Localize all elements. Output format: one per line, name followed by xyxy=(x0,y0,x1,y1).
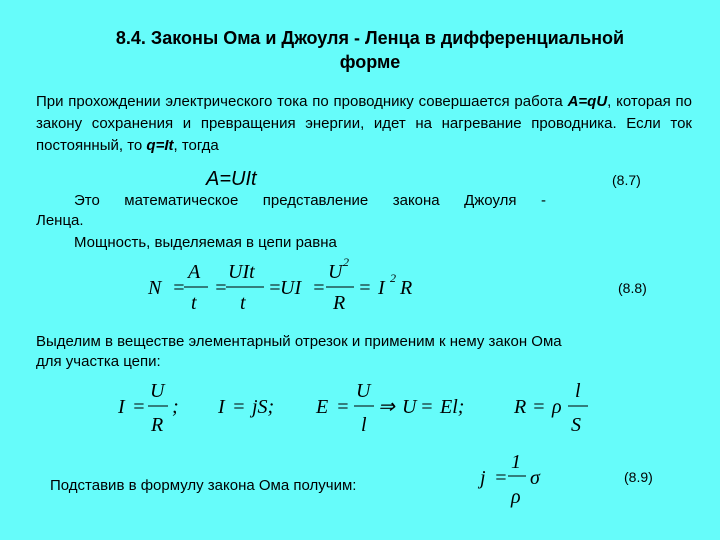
equals-sign: = xyxy=(214,277,228,299)
equals-sign: = xyxy=(268,277,282,299)
ohm-fraction-denominator: R xyxy=(151,414,164,436)
equation-number-8-9: (8.9) xyxy=(624,469,653,485)
power-symbol: N xyxy=(148,277,162,299)
fraction-3-exponent: 2 xyxy=(343,255,349,269)
fraction-3-denominator: R xyxy=(333,292,346,314)
intro-text-part2: , которая по закону сохранения и превращения энергии, идет на нагревание проводника. Если ток постоянный, то xyxy=(36,93,693,154)
fraction-1-denominator: t xyxy=(191,292,197,314)
conductivity-symbol: σ xyxy=(530,467,540,489)
charge-formula: q=It xyxy=(146,137,174,154)
ohm-intro-line1: Выделим в веществе элементарный отрезок и применим к нему закон Ома xyxy=(36,333,562,350)
intro-text-part1: При прохождении электрического тока по проводнику совершается работа xyxy=(36,93,568,110)
fraction-2-numerator: UIt xyxy=(228,261,255,283)
power-ui: UI xyxy=(280,277,302,299)
voltage-lhs: U xyxy=(402,396,417,418)
intro-text-part3: , тогда xyxy=(173,137,219,154)
resistance-lhs: R xyxy=(514,396,527,418)
field-fraction-denominator: l xyxy=(361,414,367,436)
equals-sign: = xyxy=(358,277,372,299)
current-lhs: I xyxy=(118,396,125,418)
fraction-1-numerator: A xyxy=(188,261,201,283)
resistance-symbol: R xyxy=(400,277,413,299)
equals-sign: = xyxy=(420,396,434,418)
current-density-symbol: j xyxy=(480,467,486,489)
equals-sign: = xyxy=(312,277,326,299)
fraction-2-denominator: t xyxy=(240,292,246,314)
equals-sign: = xyxy=(532,396,546,418)
joule-lenz-formula: A=UIt xyxy=(206,168,257,190)
ohm-intro-line2: для участка цепи: xyxy=(36,353,161,370)
equals-sign: = xyxy=(172,277,186,299)
math-representation-line2: Ленца. xyxy=(36,212,84,229)
page-title-line1: 8.4. Законы Ома и Джоуля - Ленца в дифференциальной xyxy=(115,28,625,48)
current-exponent: 2 xyxy=(390,271,396,285)
power-text: Мощность, выделяемая в цепи равна xyxy=(74,234,337,251)
fraction-3-numerator: U xyxy=(328,261,343,283)
equals-sign: = xyxy=(494,467,508,489)
equals-sign: = xyxy=(232,396,246,418)
math-representation-line1: Это математическое представление закона Джоуля - xyxy=(74,192,546,209)
field-fraction-numerator: U xyxy=(356,380,371,402)
resistance-fraction-denominator: S xyxy=(571,414,581,436)
ohm-fraction-numerator: U xyxy=(150,380,165,402)
equation-number-8-8: (8.8) xyxy=(618,280,647,296)
substitute-text: Подставив в формулу закона Ома получим: xyxy=(50,477,357,494)
equals-sign: = xyxy=(132,396,146,418)
equals-sign: = xyxy=(336,396,350,418)
page-title-line2: форме xyxy=(339,52,401,72)
field-lhs: E xyxy=(316,396,329,418)
conductivity-fraction-numerator: 1 xyxy=(511,451,521,473)
current-symbol: I xyxy=(378,277,385,299)
equation-number-8-7: (8.7) xyxy=(612,172,641,188)
implies-arrow: ⇒ xyxy=(378,396,395,418)
semicolon: ; xyxy=(172,396,179,418)
conductivity-fraction-denominator: ρ xyxy=(511,486,521,508)
current-density-lhs: I xyxy=(218,396,225,418)
voltage-rhs: El; xyxy=(440,396,465,418)
current-density-rhs: jS; xyxy=(252,396,275,418)
resistivity-symbol: ρ xyxy=(552,396,562,418)
resistance-fraction-numerator: l xyxy=(575,380,581,402)
work-formula: A=qU xyxy=(567,93,608,110)
